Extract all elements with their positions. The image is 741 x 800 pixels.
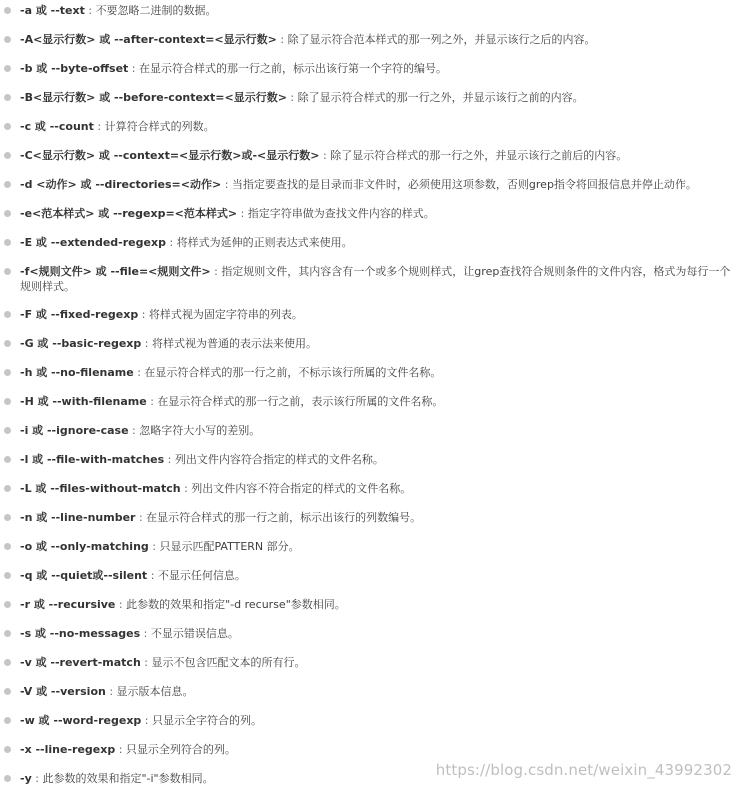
list-item	[0, 148, 741, 163]
bullet-icon	[4, 775, 11, 782]
option-separator: :	[133, 366, 145, 379]
bullet-icon	[4, 398, 11, 405]
option-name: -h 或 --no-filename	[20, 366, 134, 379]
option-description: 将样式为延伸的正则表达式来使用。	[176, 236, 353, 249]
option-name: -A<显示行数> 或 --after-context=<显示行数>	[20, 33, 277, 46]
list-item	[0, 177, 741, 192]
bullet-icon	[4, 152, 11, 159]
option-separator: :	[165, 236, 177, 249]
option-name: -a 或 --text	[20, 4, 85, 17]
option-description: 只显示匹配PATTERN 部分。	[159, 540, 300, 553]
option-separator: :	[286, 91, 298, 104]
option-name: -x --line-regexp	[20, 743, 116, 756]
bullet-icon	[4, 514, 11, 521]
option-description: 列出文件内容不符合指定的样式的文件名称。	[191, 482, 412, 495]
option-separator: :	[115, 598, 127, 611]
bullet-icon	[4, 427, 11, 434]
option-separator: :	[146, 395, 158, 408]
option-separator: :	[138, 308, 149, 321]
bullet-icon	[4, 340, 11, 347]
bullet-icon	[4, 717, 11, 724]
option-description: 忽略字符大小写的差别。	[139, 424, 261, 437]
list-item	[0, 423, 741, 438]
option-name: -l 或 --file-with-matches	[20, 453, 165, 466]
option-name: -F 或 --fixed-regexp	[20, 308, 139, 321]
bullet-icon	[4, 210, 11, 217]
list-item	[0, 742, 741, 757]
list-item	[0, 452, 741, 467]
bullet-icon	[4, 485, 11, 492]
option-description: 在显示符合样式的那一行之前，标示出该行第一个字符的编号。	[139, 62, 447, 75]
list-item	[0, 235, 741, 250]
option-separator: :	[141, 337, 152, 350]
bullet-icon	[4, 369, 11, 376]
option-separator: :	[221, 178, 232, 191]
list-item	[0, 510, 741, 525]
option-name: -V 或 --version	[20, 685, 106, 698]
option-description: 指定规则文件，其内容含有一个或多个规则样式，让grep查找符合规则条件的文件内容，格式为每行一个规则样式。	[20, 265, 731, 293]
option-description: 在显示符合样式的那一行之前，表示该行所属的文件名称。	[157, 395, 444, 408]
bullet-icon	[4, 659, 11, 666]
option-separator: :	[237, 207, 248, 220]
list-item	[0, 394, 741, 409]
list-item	[0, 481, 741, 496]
list-item	[0, 206, 741, 221]
option-name: -H 或 --with-filename	[20, 395, 147, 408]
option-description: 将样式视为普通的表示法来使用。	[151, 337, 317, 350]
option-name: -B<显示行数> 或 --before-context=<显示行数>	[20, 91, 287, 104]
option-name: -o 或 --only-matching	[20, 540, 149, 553]
list-item	[0, 119, 741, 134]
option-separator: :	[180, 482, 192, 495]
list-item	[0, 307, 741, 322]
option-name: -w 或 --word-regexp	[20, 714, 142, 727]
option-name: -d <动作> 或 --directories=<动作>	[20, 178, 222, 191]
list-item	[0, 264, 741, 294]
bullet-icon	[4, 123, 11, 130]
option-separator: :	[140, 627, 151, 640]
list-item	[0, 713, 741, 728]
list-item	[0, 90, 741, 105]
option-description: 显示版本信息。	[116, 685, 194, 698]
option-separator: :	[93, 120, 105, 133]
option-description: 除了显示符合范本样式的那一列之外，并显示该行之后的内容。	[287, 33, 596, 46]
option-description: 计算符合样式的列数。	[104, 120, 215, 133]
option-description: 不显示错误信息。	[150, 627, 239, 640]
option-description: 指定字符串做为查找文件内容的样式。	[247, 207, 435, 220]
list-item	[0, 336, 741, 351]
bullet-icon	[4, 239, 11, 246]
bullet-icon	[4, 7, 11, 14]
bullet-icon	[4, 311, 11, 318]
option-description: 在显示符合样式的那一行之前，不标示该行所属的文件名称。	[144, 366, 442, 379]
option-separator: :	[164, 453, 175, 466]
option-description: 在显示符合样式的那一行之前，标示出该行的列数编号。	[146, 511, 422, 524]
list-item	[0, 365, 741, 380]
option-separator: :	[115, 743, 126, 756]
option-separator: :	[140, 656, 152, 669]
option-separator: :	[148, 540, 160, 553]
option-description: 只显示全列符合的列。	[125, 743, 236, 756]
bullet-icon	[4, 746, 11, 753]
option-separator: :	[128, 62, 139, 75]
option-description: 此参数的效果和指定"-i"参数相同。	[42, 772, 214, 785]
option-description: 将样式视为固定字符串的列表。	[148, 308, 303, 321]
option-name: -q 或 --quiet或--silent	[20, 569, 148, 582]
bullet-icon	[4, 268, 11, 275]
option-name: -G 或 --basic-regexp	[20, 337, 142, 350]
option-description: 不要忽略二进制的数据。	[95, 4, 217, 17]
list-item	[0, 597, 741, 612]
option-name: -f<规则文件> 或 --file=<规则文件>	[20, 265, 211, 278]
option-separator: :	[31, 772, 43, 785]
option-name: -e<范本样式> 或 --regexp=<范本样式>	[20, 207, 238, 220]
list-item	[0, 61, 741, 76]
option-separator: :	[276, 33, 288, 46]
option-separator: :	[128, 424, 140, 437]
option-name: -v 或 --revert-match	[20, 656, 141, 669]
option-name: -i 或 --ignore-case	[20, 424, 129, 437]
option-description: 除了显示符合样式的那一行之外，并显示该行之前的内容。	[297, 91, 584, 104]
option-separator: :	[319, 149, 331, 162]
option-name: -c 或 --count	[20, 120, 94, 133]
option-description: 列出文件内容符合指定的样式的文件名称。	[174, 453, 384, 466]
list-item	[0, 3, 741, 18]
bullet-icon	[4, 181, 11, 188]
bullet-icon	[4, 543, 11, 550]
option-description: 此参数的效果和指定"-d recurse"参数相同。	[126, 598, 346, 611]
option-name: -n 或 --line-number	[20, 511, 136, 524]
bullet-icon	[4, 630, 11, 637]
bullet-icon	[4, 456, 11, 463]
list-item	[0, 539, 741, 554]
option-name: -L 或 --files-without-match	[20, 482, 181, 495]
bullet-icon	[4, 94, 11, 101]
list-item	[0, 684, 741, 699]
option-separator: :	[141, 714, 152, 727]
option-description: 除了显示符合样式的那一行之外，并显示该行之前后的内容。	[330, 149, 628, 162]
bullet-icon	[4, 65, 11, 72]
option-name: -s 或 --no-messages	[20, 627, 141, 640]
bullet-icon	[4, 601, 11, 608]
list-item	[0, 568, 741, 583]
option-description: 当指定要查找的是目录而非文件时，必须使用这项参数，否则grep指令将回报信息并停止动作。	[231, 178, 697, 191]
option-description: 不显示任何信息。	[157, 569, 246, 582]
bullet-icon	[4, 572, 11, 579]
option-separator: :	[147, 569, 158, 582]
option-separator: :	[135, 511, 147, 524]
option-description: 只显示全字符合的列。	[152, 714, 262, 727]
bullet-icon	[4, 688, 11, 695]
list-item	[0, 32, 741, 47]
option-separator: :	[105, 685, 117, 698]
option-name: -r 或 --recursive	[20, 598, 116, 611]
option-separator: :	[210, 265, 222, 278]
list-item	[0, 626, 741, 641]
option-description: 显示不包含匹配文本的所有行。	[151, 656, 306, 669]
option-name: -y	[20, 772, 32, 785]
watermark: https://blog.csdn.net/weixin_43992302	[435, 761, 732, 779]
option-separator: :	[84, 4, 96, 17]
option-name: -E 或 --extended-regexp	[20, 236, 166, 249]
list-item	[0, 655, 741, 670]
bullet-icon	[4, 36, 11, 43]
option-name: -b 或 --byte-offset	[20, 62, 129, 75]
option-name: -C<显示行数> 或 --context=<显示行数>或-<显示行数>	[20, 149, 320, 162]
